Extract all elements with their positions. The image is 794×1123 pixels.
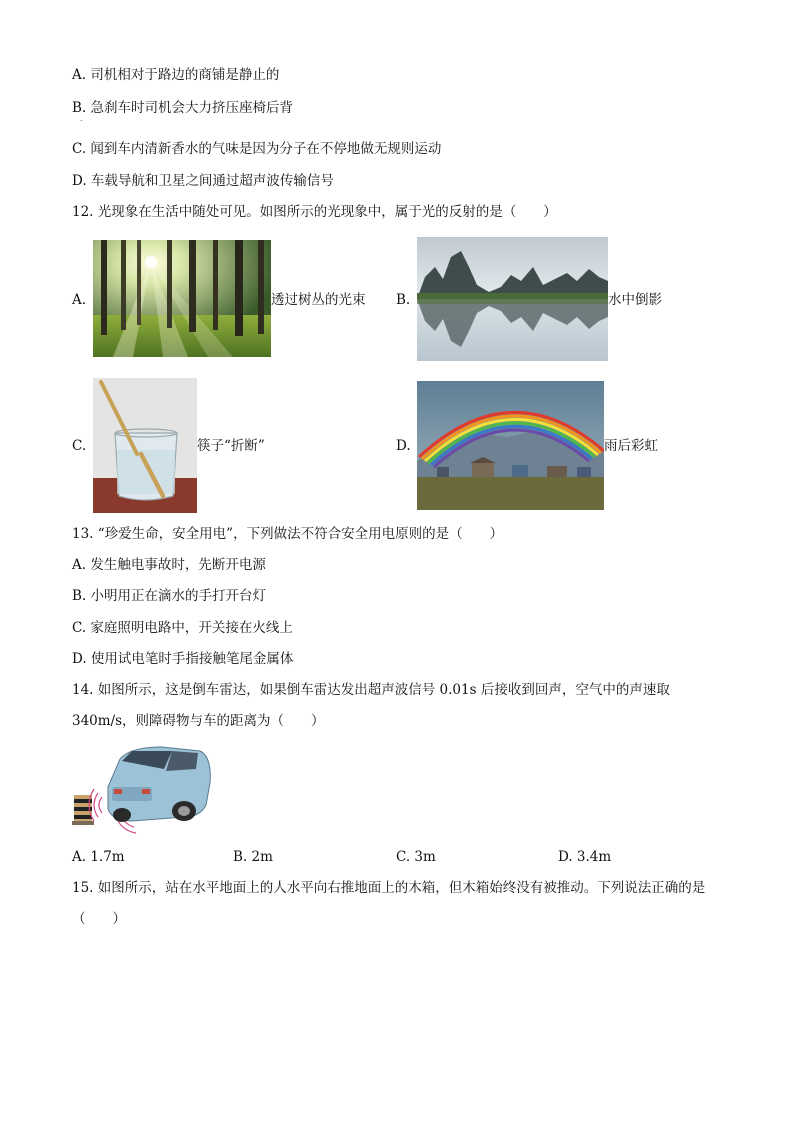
q11-option-d: D. 车载导航和卫星之间通过超声波传输信号 bbox=[72, 173, 334, 189]
reversing-radar-car-image bbox=[72, 743, 213, 836]
forest-light-image bbox=[93, 240, 271, 357]
q11-option-a: A. 司机相对于路边的商铺是静止的 bbox=[72, 67, 280, 83]
q14-option-a: A. 1.7m bbox=[72, 849, 125, 865]
q13-stem: 13. “珍爱生命，安全用电”，下列做法不符合安全用电原则的是（ ） bbox=[72, 526, 504, 542]
rainbow-image bbox=[417, 381, 604, 510]
q12-option-a-caption: 透过树丛的光束 bbox=[271, 292, 366, 308]
q13-option-a: A. 发生触电事故时，先断开电源 bbox=[72, 557, 266, 573]
q12-option-b-caption: 水中倒影 bbox=[608, 292, 662, 308]
q13-option-b: B. 小明用正在滴水的手打开台灯 bbox=[72, 588, 267, 604]
q12-option-d-label: D. bbox=[396, 438, 411, 454]
q14-option-d: D. 3.4m bbox=[558, 849, 612, 865]
q14-option-c: C. 3m bbox=[396, 849, 436, 865]
q12-option-d-caption: 雨后彩虹 bbox=[604, 438, 658, 454]
q14-option-b: B. 2m bbox=[233, 849, 273, 865]
stray-dot: . bbox=[80, 114, 83, 123]
q12-option-a-label: A. bbox=[72, 292, 87, 308]
q14-stem-line2: 340m/s，则障碍物与车的距离为（ ） bbox=[72, 713, 325, 729]
q12-stem: 12. 光现象在生活中随处可见。如图所示的光现象中，属于光的反射的是（ ） bbox=[72, 204, 557, 220]
q15-stem-line1: 15. 如图所示，站在水平地面上的人水平向右推地面上的木箱，但木箱始终没有被推动。下列说法正确的是 bbox=[72, 880, 706, 896]
q14-stem-line1: 14. 如图所示，这是倒车雷达，如果倒车雷达发出超声波信号 0.01s 后接收到回声，空气中的声速取 bbox=[72, 682, 670, 698]
q12-option-c-caption: 筷子“折断” bbox=[197, 438, 265, 454]
q12-option-b-label: B. bbox=[396, 292, 411, 308]
q15-stem-line2: （ ） bbox=[72, 911, 126, 927]
q11-option-b: B. 急刹车时司机会大力挤压座椅后背 bbox=[72, 100, 294, 116]
q12-option-c-label: C. bbox=[72, 438, 87, 454]
q13-option-d: D. 使用试电笔时手指接触笔尾金属体 bbox=[72, 651, 294, 667]
chopstick-in-glass-image bbox=[93, 378, 197, 513]
water-reflection-image bbox=[417, 237, 608, 361]
q11-option-c: C. 闻到车内清新香水的气味是因为分子在不停地做无规则运动 bbox=[72, 141, 442, 157]
q13-option-c: C. 家庭照明电路中，开关接在火线上 bbox=[72, 620, 293, 636]
